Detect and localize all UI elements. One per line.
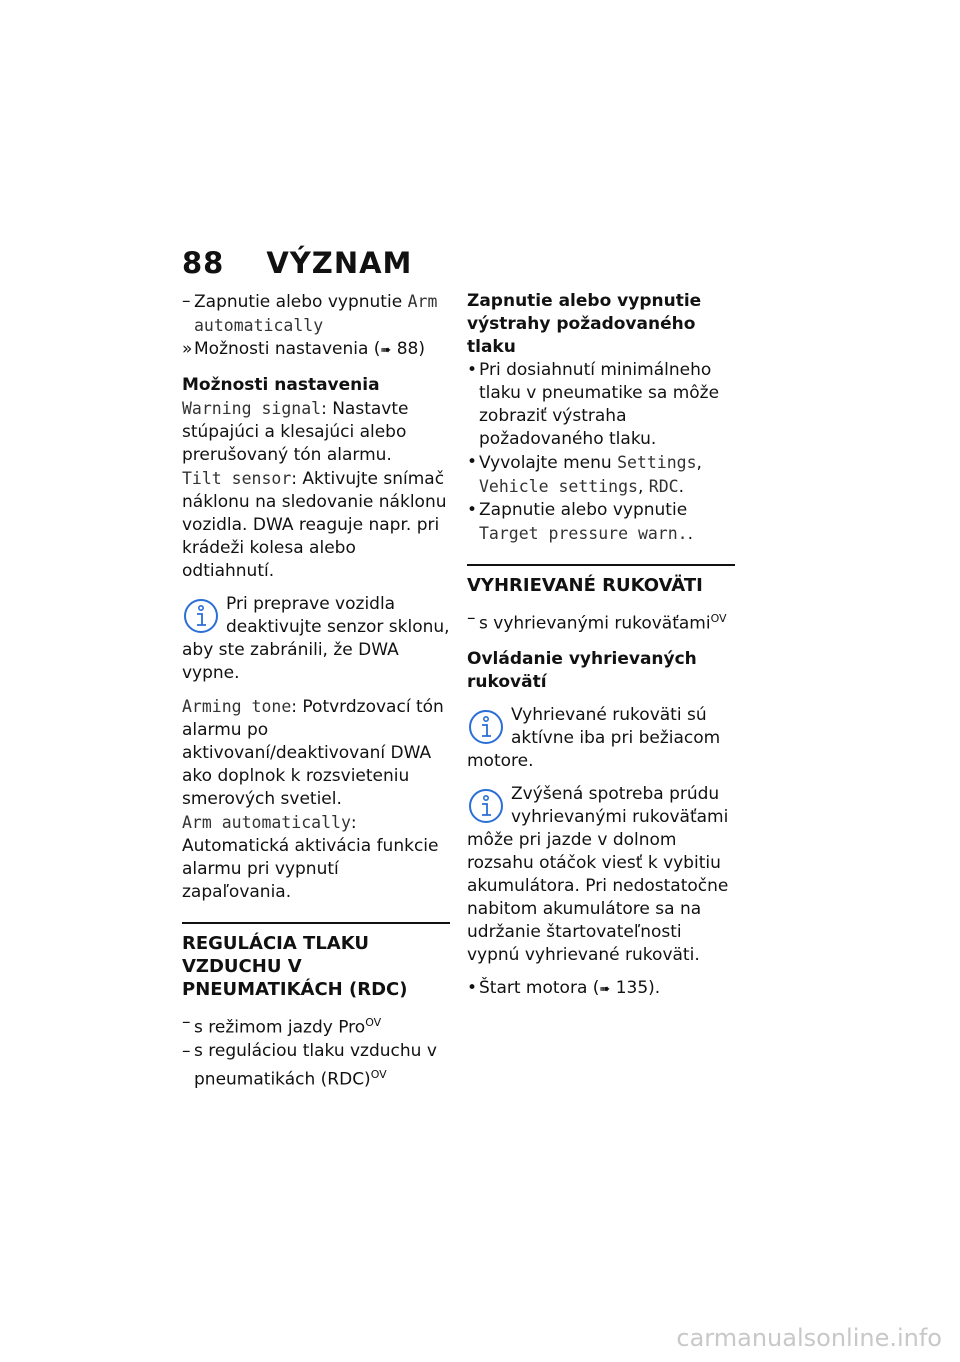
arrow-right-icon: ➠ — [380, 343, 392, 358]
code-term: RDC — [648, 477, 679, 496]
list-item: – s reguláciou tlaku vzduchu v pneumatikách (RDC)$^{OV}$ — [182, 1040, 450, 1092]
subheading-pressure: Zapnutie alebo vypnutie výstrahy požadovaného tlaku — [467, 291, 702, 357]
section-title-rdc: REGULÁCIA TLAKU VZDUCHU V PNEUMATIKÁCH (RDC) — [182, 933, 408, 1000]
watermark: carmanualsonline.info — [676, 1324, 942, 1352]
list-item: – Zapnutie alebo vypnutie Arm automatically — [182, 290, 450, 338]
code-term: Settings — [617, 453, 697, 472]
list-item: • Vyvolajte menu Settings, Vehicle settings, RDC. — [467, 451, 735, 499]
subheading-options: Možnosti nastavenia — [182, 375, 380, 395]
code-term: Warning signal — [182, 399, 322, 418]
code-term: Tilt sensor — [182, 469, 292, 488]
info-icon — [467, 787, 505, 825]
paragraph-warning: Warning signal: Nastavte stúpajúci a klesajúci alebo prerušovaný tón alarmu. — [182, 399, 409, 465]
code-term: Vehicle settings — [479, 477, 638, 496]
cross-reference[interactable]: » Možnosti nastavenia (➠ 88) — [182, 338, 450, 362]
section-divider — [182, 922, 450, 1001]
list-item: • Pri dosiahnutí minimálneho tlaku v pneumatike sa môže zobraziť výstraha požadovaného tlaku. — [467, 359, 735, 451]
info-note: Vyhrievané rukoväti sú aktívne iba pri bežiacom motore. — [467, 704, 721, 771]
info-icon — [182, 597, 220, 635]
info-icon — [467, 708, 505, 746]
code-term: Arm automatically — [194, 292, 438, 335]
arrow-right-icon: ➠ — [599, 981, 611, 997]
list-item: • Zapnutie alebo vypnutie Target pressure warn.. — [467, 499, 735, 546]
left-column — [182, 290, 450, 1091]
section-divider — [467, 564, 735, 597]
info-note: Zvýšená spotreba prúdu vyhrievanými rukoväťami môže pri jazde v dolnom rozsahu otáčok viesť k vybitiu akumulátora. Pri nedostatočne nabitom akumulátore sa na udržanie štartovateľnosti vypnú vyhrievané rukoväti. — [467, 783, 729, 965]
section-title-grips: VYHRIEVANÉ RUKOVÄTI — [467, 575, 703, 596]
page-number: 88 — [182, 246, 225, 280]
list-item: – s vyhrievanými rukoväťami$^{OV}$ — [467, 607, 735, 636]
paragraph-tilt: Tilt sensor: Aktivujte snímač náklonu na sledovanie náklonu vozidla. DWA reaguje napr. pri krádeži kolesa alebo odtiahnutí. — [182, 469, 447, 581]
code-term: Arm automatically — [182, 813, 351, 832]
page-title: VÝZNAM — [266, 246, 413, 280]
page-header — [182, 246, 412, 280]
paragraph-arming: Arming tone: Potvrdzovací tón alarmu po aktivovaní/deaktivovaní DWA ako doplnok k rozsvieteniu smerových svetiel. — [182, 697, 444, 809]
right-column — [467, 290, 735, 1001]
code-term: Target pressure warn. — [479, 524, 688, 543]
list-item: – s režimom jazdy Pro$^{OV}$ — [182, 1011, 450, 1040]
code-term: Arming tone — [182, 697, 292, 716]
subheading-control: Ovládanie vyhrievaných rukovätí — [467, 648, 697, 692]
cross-reference[interactable]: • Štart motora (➠ 135). — [467, 977, 735, 1001]
info-note: Pri preprave vozidla deaktivujte senzor sklonu, aby ste zabránili, že DWA vypne. — [182, 594, 450, 683]
paragraph-arm: Arm automatically: Automatická aktivácia funkcie alarmu pri vypnutí zapaľovania. — [182, 813, 439, 902]
